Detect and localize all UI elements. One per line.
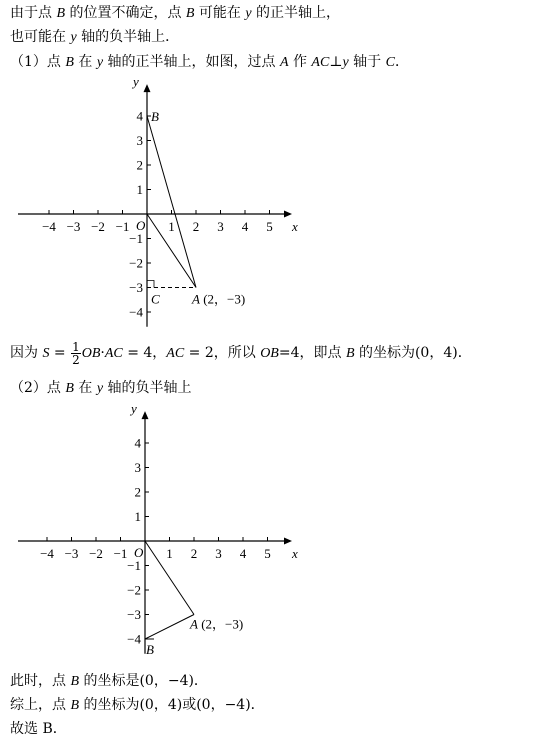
y-tick-label: −3 <box>127 607 141 622</box>
x-tick-label: 3 <box>217 219 224 234</box>
y-variable: y <box>96 55 104 70</box>
x-tick-label: 4 <box>239 546 247 561</box>
y-axis-label: y <box>133 76 139 90</box>
point-b-label: B <box>56 6 66 21</box>
x-axis-arrow <box>284 211 292 218</box>
segment-ac-label: AC <box>104 346 123 361</box>
text-segment: 由于点 <box>10 5 57 21</box>
fraction-denominator: 2 <box>72 352 80 367</box>
case-2-heading <box>10 378 192 399</box>
text-segment: 在 <box>73 380 97 396</box>
segment-ob-label: OB <box>260 346 279 361</box>
x-tick-label: 1 <box>168 219 175 234</box>
text-segment: 的正半轴上， <box>251 5 341 21</box>
y-axis-label: y <box>131 401 137 417</box>
x-axis-label: x <box>292 546 298 561</box>
coordinate-graph-case-2 <box>0 400 549 662</box>
fraction-numerator: 1 <box>72 339 80 354</box>
y-tick-label: −1 <box>129 231 143 246</box>
y-tick-label: −3 <box>129 280 143 295</box>
x-tick-label: 1 <box>166 546 173 561</box>
y-tick-label: 1 <box>134 509 141 524</box>
text-segment: 因为 <box>10 345 43 361</box>
x-axis-label: x <box>292 219 298 234</box>
point-b-label: B <box>146 642 154 657</box>
x-tick-label: −4 <box>42 219 56 234</box>
point-b-label: B <box>65 55 74 70</box>
point-b-label: B <box>65 381 74 396</box>
y-tick-label: −2 <box>127 582 141 598</box>
text-segment: 可能在 <box>194 5 246 21</box>
text-segment: 此时，点 <box>10 673 71 689</box>
y-variable: y <box>342 55 349 70</box>
text-segment: ． <box>394 54 409 70</box>
text-segment: （1）点 <box>10 54 66 70</box>
y-tick-label: 4 <box>134 435 141 451</box>
segment-ac-label: AC <box>311 55 330 70</box>
segment-ab <box>145 615 194 640</box>
point-b-label: B <box>70 674 80 689</box>
y-variable: y <box>70 30 77 45</box>
segment-ob-label: OB <box>81 346 101 361</box>
case-1-heading <box>10 52 409 73</box>
x-tick-label: −1 <box>115 219 130 234</box>
point-b-label: B <box>151 109 159 124</box>
area-formula-line <box>10 339 472 368</box>
point-c-label: C <box>385 55 395 70</box>
y-tick-label: 4 <box>136 108 143 124</box>
y-variable: y <box>245 6 252 21</box>
coordinate-graph-case-1 <box>0 76 549 336</box>
point-a-label <box>189 617 243 633</box>
text-segment: 也可能在 <box>10 29 71 45</box>
y-tick-label: −4 <box>129 304 143 320</box>
x-tick-label: −4 <box>40 546 54 561</box>
case-2-conclusion <box>10 671 208 692</box>
text-segment: =4，即点 <box>278 345 346 361</box>
text-segment: = 4， <box>122 345 167 361</box>
text-segment: 在 <box>73 54 97 70</box>
point-a-coordinates: (2，−3) <box>197 616 244 632</box>
y-axis-arrow <box>142 411 149 419</box>
right-angle-mark <box>147 281 154 288</box>
x-tick-label: 2 <box>190 546 198 561</box>
y-tick-label: 3 <box>134 460 141 475</box>
x-tick-label: −3 <box>66 219 81 234</box>
y-tick-label: −1 <box>127 558 141 573</box>
x-tick-label: −1 <box>113 546 128 561</box>
y-tick-label: 3 <box>136 133 143 148</box>
equals-sign: = <box>49 345 71 361</box>
text-segment: = 2，所以 <box>184 345 261 361</box>
multiply-dot: · <box>100 345 105 361</box>
text-segment: 轴的负半轴上 <box>103 380 192 396</box>
y-tick-label: 1 <box>136 182 143 197</box>
text-segment: 综上，点 <box>10 697 71 713</box>
y-tick-label: −4 <box>127 631 141 647</box>
text-segment: 轴的负半轴上． <box>76 29 180 45</box>
segment-ba <box>147 116 196 288</box>
text-segment: 作 <box>288 54 312 70</box>
y-tick-label: 2 <box>134 484 141 500</box>
segment-ac-label: AC <box>166 346 185 361</box>
point-b-label: B <box>70 698 80 713</box>
point-a-label <box>191 292 245 308</box>
text-segment: 的坐标为(0，4)或(0，−4)． <box>79 697 265 713</box>
x-tick-label: 5 <box>266 219 273 234</box>
point-a-coordinates: (2，−3) <box>199 291 246 307</box>
text-segment: 轴的正半轴上，如图，过点 <box>103 54 280 70</box>
x-tick-label: −3 <box>64 546 79 561</box>
solution-line-2 <box>10 27 179 48</box>
y-variable: y <box>96 381 104 396</box>
x-tick-label: 4 <box>241 219 249 234</box>
text-segment: 的坐标是(0，−4)． <box>79 673 208 689</box>
x-axis-arrow <box>284 538 292 545</box>
perpendicular-symbol: ⊥ <box>329 54 343 70</box>
x-tick-label: 2 <box>192 219 200 234</box>
origin-label: O <box>136 218 146 233</box>
text-segment: （2）点 <box>10 380 66 396</box>
x-tick-label: 5 <box>264 546 271 561</box>
summary-line <box>10 695 265 716</box>
text-segment: 的位置不确定，点 <box>65 5 186 21</box>
x-tick-label: −2 <box>89 546 103 561</box>
solution-line-1 <box>10 3 340 24</box>
x-tick-label: −2 <box>91 219 105 234</box>
y-axis-arrow <box>144 84 151 92</box>
point-b-label: B <box>345 346 355 361</box>
y-tick-label: −2 <box>129 255 143 271</box>
origin-label: O <box>134 545 144 560</box>
point-a-name: A <box>190 616 198 632</box>
point-a-label: A <box>279 55 289 70</box>
fraction-one-half <box>71 341 81 366</box>
text-segment: 的坐标为(0，4)． <box>354 345 472 361</box>
area-variable: S <box>42 346 50 361</box>
text-segment: 轴于 <box>348 54 386 70</box>
answer-line: 故选 B． <box>10 721 67 737</box>
point-b-label: B <box>185 6 195 21</box>
y-tick-label: 2 <box>136 157 143 173</box>
point-c-label: C <box>151 291 160 307</box>
x-tick-label: 3 <box>215 546 222 561</box>
point-a-name: A <box>192 291 200 307</box>
